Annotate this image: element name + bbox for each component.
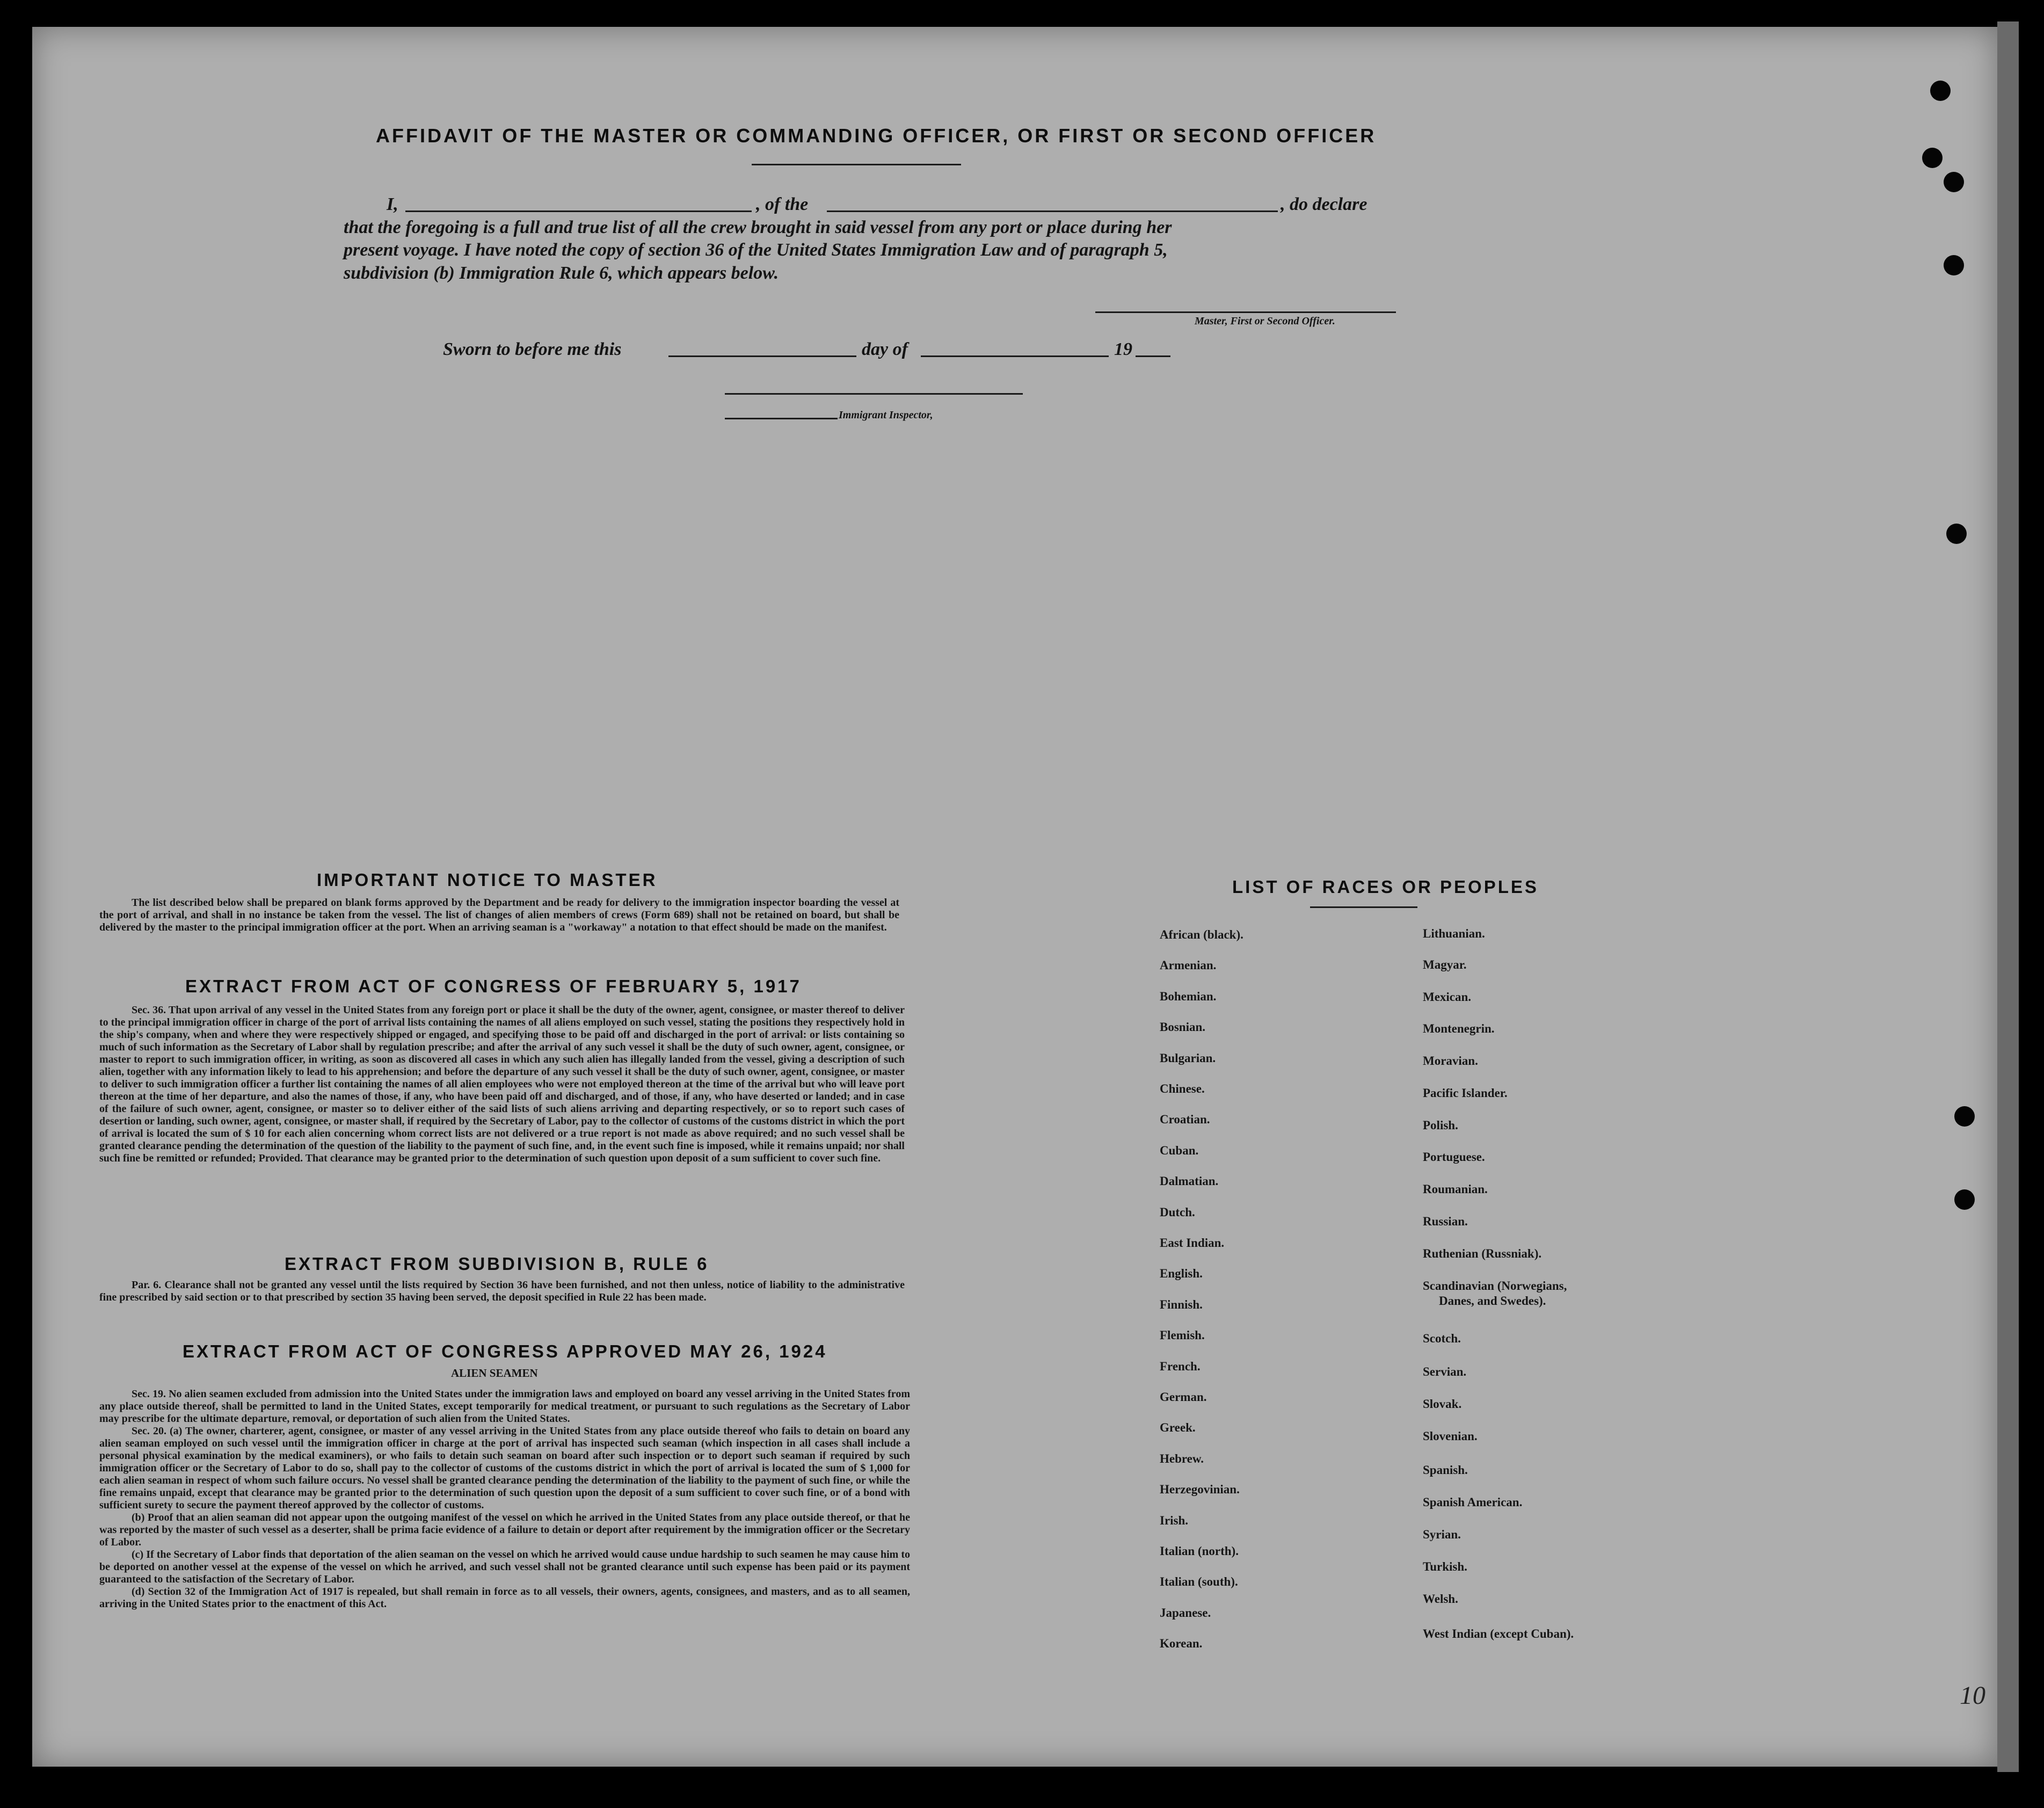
notice-paragraph: The list described below shall be prepared on blank forms approved by the Department and be ready for delivery to the immigration inspector boarding the vessel at the port of arrival, and shall in no instance be taken from the vessel. The list of changes of alien members of crews (Form 689) shall not be retained on board, but shall be delivered by the master to the principal immigration officer at the port. When an arriving seaman is a "workaway" a notation to that effect should be made on the manifest. <box>99 897 899 933</box>
race-item: Lithuanian. <box>1423 927 1485 940</box>
race-item: Cuban. <box>1160 1143 1199 1157</box>
race-item: Portuguese. <box>1423 1150 1485 1164</box>
name-field[interactable] <box>405 210 752 212</box>
race-item: Mexican. <box>1423 990 1472 1004</box>
race-item: Scotch. <box>1423 1332 1461 1345</box>
race-item: Hebrew. <box>1160 1451 1204 1465</box>
inspector-label: Immigrant Inspector, <box>839 409 933 421</box>
race-item: Scandinavian (Norwegians, <box>1423 1279 1567 1293</box>
race-item: Montenegrin. <box>1423 1022 1495 1035</box>
race-item: Bulgarian. <box>1160 1051 1216 1065</box>
signature-label: Master, First or Second Officer. <box>1195 315 1335 327</box>
race-item: Magyar. <box>1423 958 1467 971</box>
race-item: Servian. <box>1423 1365 1467 1378</box>
punch-hole <box>1922 148 1943 168</box>
notice-title: IMPORTANT NOTICE TO MASTER <box>317 870 658 890</box>
race-item: Dalmatian. <box>1160 1174 1219 1188</box>
race-item: Syrian. <box>1423 1528 1461 1541</box>
sworn-date-field[interactable] <box>668 355 856 357</box>
race-item: Spanish. <box>1423 1463 1468 1477</box>
race-item: West Indian (except Cuban). <box>1423 1627 1574 1640</box>
race-item: Flemish. <box>1160 1328 1205 1342</box>
race-item: Herzegovinian. <box>1160 1483 1240 1497</box>
race-item: Japanese. <box>1160 1606 1211 1620</box>
page-number-mark: 10 <box>1960 1681 1985 1710</box>
race-item: Roumanian. <box>1423 1182 1488 1196</box>
race-item: Polish. <box>1423 1119 1458 1132</box>
inspector-underline <box>725 418 838 419</box>
year-prefix: 19 <box>1114 339 1132 359</box>
affidavit-line4: subdivision (b) Immigration Rule 6, which appears below. <box>344 263 779 283</box>
race-item: Pacific Islander. <box>1423 1086 1508 1100</box>
race-item: Moravian. <box>1423 1054 1478 1068</box>
race-item: Bosnian. <box>1160 1020 1206 1034</box>
extract-1917-text <box>99 1004 905 1165</box>
race-item: Croatian. <box>1160 1113 1210 1127</box>
punch-hole <box>1946 524 1967 544</box>
races-title: LIST OF RACES OR PEOPLES <box>1232 877 1539 897</box>
affidavit-line1-declare: , do declare <box>1281 194 1367 214</box>
notice-text <box>99 897 899 934</box>
title-rule <box>752 164 961 165</box>
extract-1917-title: EXTRACT FROM ACT OF CONGRESS OF FEBRUARY 5, 1917 <box>185 976 802 996</box>
extract-rule6-title: EXTRACT FROM SUBDIVISION B, RULE 6 <box>285 1254 709 1274</box>
page-edge <box>1997 21 2019 1772</box>
affidavit-title: AFFIDAVIT OF THE MASTER OR COMMANDING OFFICER, OR FIRST OR SECOND OFFICER <box>376 125 1377 147</box>
vessel-field[interactable] <box>827 210 1278 212</box>
race-item: African (black). <box>1160 928 1243 941</box>
race-item: Bohemian. <box>1160 989 1217 1003</box>
race-item: Chinese. <box>1160 1082 1205 1095</box>
race-item: Italian (south). <box>1160 1575 1238 1589</box>
affidavit-line2: that the foregoing is a full and true list of all the crew brought in said vessel from any port or place during her <box>344 217 1172 237</box>
punch-hole <box>1944 172 1964 192</box>
year-field[interactable] <box>1136 355 1170 357</box>
extract-1924-text <box>99 1388 910 1610</box>
race-item: German. <box>1160 1390 1207 1404</box>
race-item: Welsh. <box>1423 1592 1458 1606</box>
sec-20d-paragraph: (d) Section 32 of the Immigration Act of 1917 is repealed, but shall remain in force as to all vessels, their owners, agents, consignees, and masters, and as to all seamen, arriving in the United States prior to the enactment of this Act. <box>99 1586 910 1610</box>
race-item: Dutch. <box>1160 1205 1195 1219</box>
punch-hole <box>1944 255 1964 275</box>
race-item: Turkish. <box>1423 1560 1467 1573</box>
sec-20c-paragraph: (c) If the Secretary of Labor finds that deportation of the alien seaman on the vessel on which he arrived would cause undue hardship to such seamen he may cause him to be deported on another vessel at the expense of the vessel on which he arrived, and such vessel shall not be granted clearance until such expense has been paid or its payment guaranteed to the satisfaction of the Secretary of Labor. <box>99 1549 910 1585</box>
sworn-text: Sworn to before me this <box>443 339 622 359</box>
race-item: Slovenian. <box>1423 1429 1478 1443</box>
race-item: English. <box>1160 1267 1203 1281</box>
race-item: Danes, and Swedes). <box>1439 1294 1546 1308</box>
extract-rule6-paragraph: Par. 6. Clearance shall not be granted any vessel until the lists required by Section 36 have been furnished, and not then unless, notice of liability to the administrative fine prescribed by said section or to that prescribed by section 35 having been served, the deposit specified in Rule 22 has been made. <box>99 1279 905 1303</box>
day-of-text: day of <box>862 339 908 359</box>
punch-hole <box>1930 81 1951 101</box>
race-item: Korean. <box>1160 1637 1203 1651</box>
punch-hole <box>1954 1106 1975 1127</box>
affidavit-line1-of-the: , of the <box>756 194 809 214</box>
race-item: Irish. <box>1160 1513 1189 1527</box>
race-item: East Indian. <box>1160 1236 1225 1250</box>
race-item: French. <box>1160 1359 1201 1373</box>
extract-1917-paragraph: Sec. 36. That upon arrival of any vessel in the United States from any foreign port or place it shall be the duty of the owner, agent, consignee, or master thereof to deliver to the principal immigration officer in charge of the port of arrival lists containing the names of all aliens employed on such vessel, stating the positions they respectively hold in the ship's company, when and where they were respectively shipped or engaged, and specifying those to be paid off and discharged in the port of arrival: or lists containing so much of such information as the Secretary of Labor shall by regulation prescribe; and after the arrival of any such vessel it shall be the duty of such owner, agent, consignee, or master to report to such immigration officer, in writing, as soon as discovered all cases in which any such alien has illegally landed from the vessel, giving a description of such alien, together with any information likely to lead to his apprehension; and before the departure of any such vessel it shall be the duty of such owner, agent, consignee, or master to deliver to such immigration officer a further list containing the names of all alien employees who were not employed thereon at the time of the arrival but who will leave port thereon at the time of her departure, and also the names of those, if any, who have been paid off and discharged, and of those, if any, who have deserted or landed; and in case of the failure of such owner, agent, consignee, or master so to deliver either of the said lists of such aliens arriving and departing respectively, or so to report such cases of desertion or landing, such owner, agent, consignee, or master shall, if required by the Secretary of Labor, pay to the collector of customs of the customs district in which the port of arrival is located the sum of $ 10 for each alien concerning whom correct lists are not delivered or a true report is not made as above required; and no such vessel shall be granted clearance pending the determination of the question of the liability to the payment of such fine, and, in the event such fine is imposed, while it remains unpaid; nor shall such fine be remitted or refunded; Provided. That clearance may be granted prior to the determination of such question upon deposit of a sum sufficient to cover such fine. <box>99 1004 905 1164</box>
race-item: Spanish American. <box>1423 1495 1523 1509</box>
punch-hole <box>1954 1189 1975 1210</box>
sec-20a-paragraph: Sec. 20. (a) The owner, charterer, agent, consignee, or master of any vessel arriving in the United States from any place outside thereof who fails to detain on board any alien seaman employed on such vessel until the immigration officer in charge at the port of arrival has inspected such seaman (which inspection in all cases shall include a personal physical examination by the medical examiners), or who fails to detain such seaman on board after such inspection or to deport such seaman if required by such immigration officer or the Secretary of Labor to do so, shall pay to the collector of customs of the customs district in which the port of arrival is located the sum of $ 1,000 for each alien seaman in respect of whom such failure occurs. No vessel shall be granted clearance pending the determination of the liability to the payment of such fine, or while the fine remains unpaid, except that clearance may be granted prior to the determination of such question upon the deposit of a sum sufficient to cover such fine, or of a bond with sufficient surety to secure the payment thereof approved by the collector of customs. <box>99 1425 910 1511</box>
extract-1924-title: EXTRACT FROM ACT OF CONGRESS APPROVED MAY 26, 1924 <box>183 1341 827 1361</box>
sec-19-paragraph: Sec. 19. No alien seamen excluded from admission into the United States under the immigration laws and employed on board any vessel arriving in the United States from any place outside thereof, shall be permitted to land in the United States, except temporarily for medical treatment, or pursuant to such regulations as the Secretary of Labor may prescribe for the ultimate departure, removal, or deportation of such alien from the United States. <box>99 1388 910 1425</box>
race-item: Ruthenian (Russniak). <box>1423 1247 1542 1260</box>
race-item: Slovak. <box>1423 1397 1462 1411</box>
affidavit-line3: present voyage. I have noted the copy of section 36 of the United States Immigration Law and of paragraph 5, <box>344 240 1168 260</box>
race-item: Russian. <box>1423 1215 1468 1228</box>
race-item: Armenian. <box>1160 959 1217 972</box>
race-item: Italian (north). <box>1160 1544 1239 1558</box>
race-item: Greek. <box>1160 1421 1196 1435</box>
extract-rule6-text <box>99 1279 905 1304</box>
races-title-rule <box>1310 906 1417 908</box>
affidavit-line1-i: I, <box>387 194 398 214</box>
sec-20b-paragraph: (b) Proof that an alien seaman did not appear upon the outgoing manifest of the vessel on which he arrived in the United States from any place outside thereof, or that he was reported by the master of such vessel as a deserter, shall be prima facie evidence of a failure to detain or deport after requirement by the immigration officer or the Secretary of Labor. <box>99 1512 910 1548</box>
race-item: Finnish. <box>1160 1297 1203 1311</box>
month-field[interactable] <box>921 355 1109 357</box>
inspector-signature-line[interactable] <box>725 393 1023 395</box>
extract-1924-subtitle: ALIEN SEAMEN <box>451 1367 538 1379</box>
signature-line[interactable] <box>1095 311 1396 313</box>
